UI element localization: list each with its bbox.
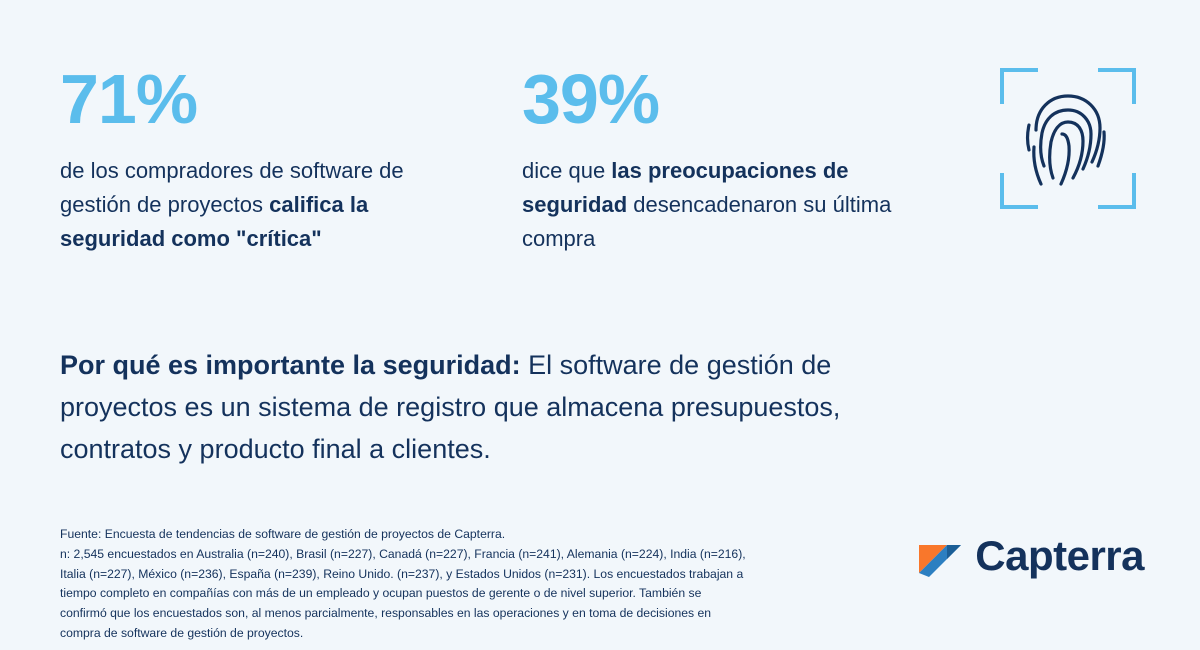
- stat-number-1: 71%: [60, 60, 198, 138]
- stat-block-1: [60, 60, 460, 256]
- source-line: confirmó que los encuestados son, al menos parcialmente, responsables en las operaciones y en toma de decisiones en: [60, 606, 712, 621]
- stats-row: [60, 60, 1140, 256]
- source-line: Fuente: Encuesta de tendencias de software de gestión de proyectos de Capterra.: [60, 527, 506, 541]
- main-note: [60, 345, 940, 471]
- fingerprint-scan-icon: [998, 66, 1138, 211]
- capterra-logo: [917, 533, 1144, 579]
- stat-text-1-part-1: de los compradores de software de gestión de proyectos: [60, 158, 404, 218]
- stat-text-2-part-3: desencadenaron su última compra: [522, 192, 892, 252]
- main-note-lead: Por qué es importante la seguridad:: [60, 350, 521, 380]
- source-line: compra de software de gestión de proyectos.: [60, 625, 304, 640]
- source-line: n: 2,545 encuestados en Australia (n=240), Brasil (n=227), Canadá (n=227), Francia (n=241), Alemania (n=224), India (n=216),: [60, 546, 746, 561]
- stat-text-1-part-2: califica la seguridad como "crítica": [60, 192, 369, 252]
- capterra-wordmark: Capterra: [975, 532, 1144, 579]
- source-line: tiempo completo en compañías con más de un empleado y ocupan puestos de gerente o de nivel superior. También se: [60, 586, 702, 601]
- stat-text-1: [60, 154, 460, 256]
- stat-text-2: [522, 154, 922, 256]
- main-note-body: El software de gestión de proyectos es un sistema de registro que almacena presupuestos, contratos y producto final a clientes.: [60, 350, 841, 464]
- stat-block-2: [522, 60, 922, 256]
- stat-text-2-part-1: dice que: [522, 158, 612, 183]
- stat-number-2: 39%: [522, 60, 660, 138]
- stat-text-2-part-2: las preocupaciones de seguridad: [522, 158, 849, 218]
- capterra-arrow-icon: [917, 533, 963, 579]
- source-footnote: [60, 525, 900, 644]
- source-line: Italia (n=227), México (n=236), España (n=239), Reino Unido. (n=237), y Estados Unidos (n=231). Los encuestados trabajan a: [60, 566, 744, 581]
